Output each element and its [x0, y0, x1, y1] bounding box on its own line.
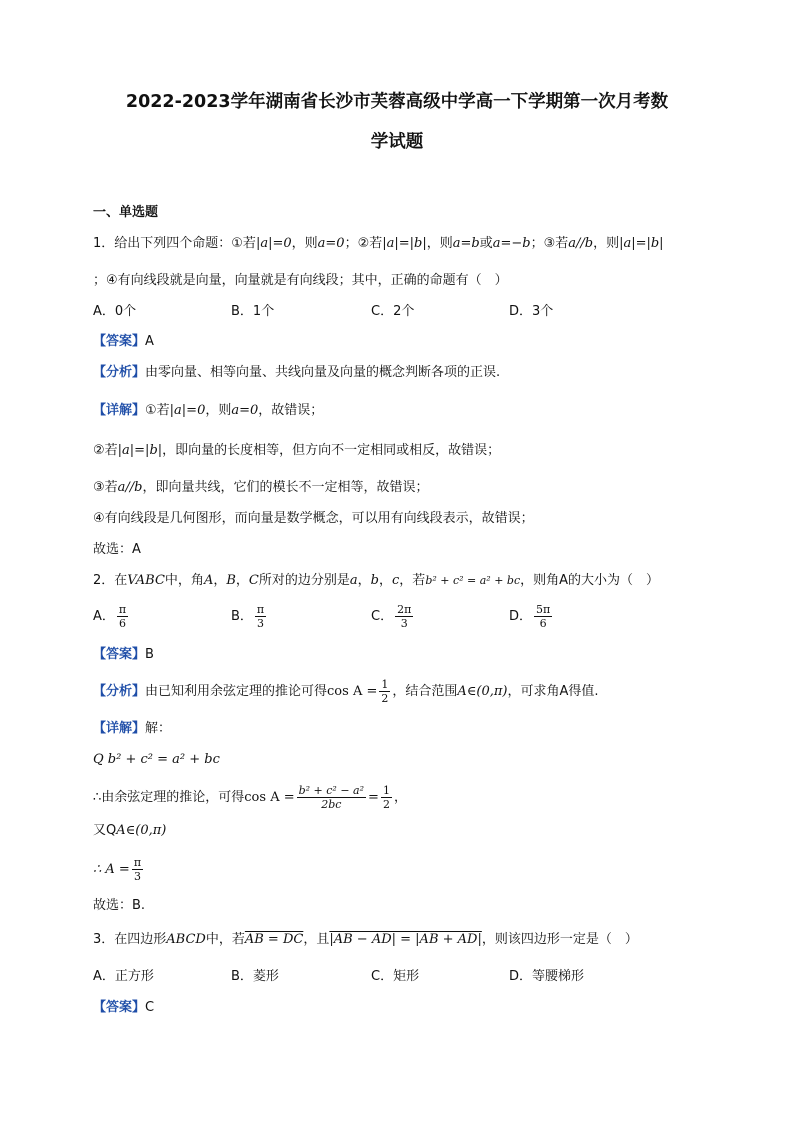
fraction-numerator: π [118, 603, 127, 616]
q1-detail-1 [93, 402, 323, 420]
detail-math: a=0 [231, 403, 259, 418]
q2-answer [93, 646, 154, 664]
option-label: C． [371, 609, 394, 624]
q2-step-1: Q b² + c² = a² + bc [93, 752, 220, 767]
q1-math: a=b [452, 236, 480, 251]
q1-text: 或 [479, 236, 493, 251]
q1-text: ，则 [426, 236, 453, 251]
answer-value: A [145, 334, 154, 349]
option-fraction [255, 603, 266, 630]
q2-choose: 故选：B. [93, 898, 146, 913]
fraction-denominator: 2bc [321, 798, 342, 811]
q2-math: b [370, 573, 379, 588]
q1-analysis [93, 364, 500, 382]
document-title-line2: 学试题 [370, 132, 424, 152]
analysis-fraction [379, 678, 390, 705]
fraction-numerator: 5π [536, 603, 551, 616]
analysis-tag: 【分析】 [93, 684, 146, 699]
q2-text: ，则角A的大小为（ ） [520, 573, 660, 588]
fraction-numerator: 1 [381, 678, 389, 691]
q1-option-b: B．1个 [231, 304, 275, 319]
q1-detail-4: ④有向线段是几何图形，而向量是数学概念，可以用有向线段表示，故错误； [93, 511, 534, 526]
q1-math: a//b [568, 236, 594, 251]
q2-text: ，若 [399, 573, 426, 588]
fraction-numerator: 1 [382, 784, 390, 797]
option-label: A． [93, 609, 115, 624]
q3-math: ABCD [166, 932, 206, 947]
q1-stem-line1 [93, 235, 664, 253]
q2-text: ， [357, 573, 371, 588]
q1-choose: 故选：A [93, 542, 141, 557]
q1-option-a: A．0个 [93, 304, 137, 319]
q1-text: ；②若 [344, 236, 383, 251]
q2-math: B [226, 573, 236, 588]
q1-detail-2 [93, 442, 500, 460]
q2-detail-heading [93, 720, 171, 738]
q2-math: A [203, 573, 214, 588]
q1-stem-line2: ；④有向线段就是向量，向量就是有向线段；其中，正确的命题有（ ） [93, 273, 508, 288]
q2-math: VABC [127, 573, 165, 588]
q2-step-3 [93, 822, 166, 840]
q2-stem [93, 572, 659, 590]
q2-step-2 [93, 784, 407, 811]
fraction-denominator: 2 [381, 692, 389, 705]
q3-text: 中，若 [205, 932, 245, 947]
detail-text: 解： [145, 721, 172, 736]
q1-text: ，则 [291, 236, 318, 251]
q3-option-a: A．正方形 [93, 969, 154, 984]
fraction-denominator: 3 [400, 617, 408, 630]
option-fraction [534, 603, 552, 630]
q2-option-c [371, 603, 415, 630]
detail-text: ③若 [93, 480, 118, 495]
fraction-numerator: π [256, 603, 265, 616]
q3-math: |AB − AD| = |AB + AD| [329, 932, 482, 947]
q1-math: |a|=|b| [619, 236, 664, 251]
analysis-math: cos A = [327, 684, 378, 699]
q1-option-c: C．2个 [371, 304, 415, 319]
q2-option-b [231, 603, 268, 630]
q1-detail-3 [93, 479, 429, 497]
q3-text: 3．在四边形 [93, 932, 167, 947]
document-title-line1: 2022-2023学年湖南省长沙市芙蓉高级中学高一下学期第一次月考数 [125, 92, 669, 112]
q2-text: ， [379, 573, 393, 588]
q2-math: C [248, 573, 259, 588]
section-heading: 一、单选题 [93, 205, 159, 220]
fraction-numerator: b² + c² − a² [298, 784, 365, 797]
option-fraction [117, 603, 128, 630]
q3-answer [93, 999, 154, 1017]
q3-option-c: C．矩形 [371, 969, 420, 984]
detail-text: ，即向量的长度相等，但方向不一定相同或相反，故错误； [162, 443, 501, 458]
detail-tag: 【详解】 [93, 403, 146, 418]
analysis-math: A∈(0,π) [457, 684, 508, 699]
q1-text: ，则 [593, 236, 620, 251]
detail-tag: 【详解】 [93, 721, 146, 736]
q1-text: ；③若 [530, 236, 569, 251]
answer-tag: 【答案】 [93, 647, 146, 662]
detail-math: |a|=|b| [117, 443, 163, 458]
q2-math: b² + c² = a² + bc [425, 574, 521, 587]
fraction-denominator: 6 [119, 617, 127, 630]
q1-math: |a|=0 [255, 236, 292, 251]
detail-text: ，则 [205, 403, 232, 418]
detail-text: ， [393, 790, 407, 805]
answer-value: C [145, 1000, 155, 1015]
detail-text: ①若 [145, 403, 170, 418]
detail-fraction [381, 784, 392, 811]
detail-fraction [297, 784, 366, 811]
analysis-tag: 【分析】 [93, 365, 146, 380]
q3-text: ，且 [303, 932, 330, 947]
detail-math: ∴ A = [93, 862, 130, 877]
q2-analysis [93, 678, 599, 705]
analysis-text: 由零向量、相等向量、共线向量及向量的概念判断各项的正误. [145, 365, 501, 380]
detail-math: |a|=0 [169, 403, 206, 418]
q1-math: |a|=|b| [382, 236, 427, 251]
q1-math: a=0 [317, 236, 345, 251]
option-label: B． [231, 609, 253, 624]
q2-text: ， [235, 573, 249, 588]
analysis-text: ，可求角A得值. [507, 684, 599, 699]
detail-math: A∈(0,π) [116, 823, 167, 838]
q2-option-d [509, 603, 554, 630]
q1-option-d: D．3个 [509, 304, 554, 319]
analysis-text: 由已知利用余弦定理的推论可得 [145, 684, 328, 699]
q2-text: 中，角 [164, 573, 204, 588]
option-label: D． [509, 609, 533, 624]
answer-tag: 【答案】 [93, 1000, 146, 1015]
answer-tag: 【答案】 [93, 334, 146, 349]
q2-math: a [349, 573, 358, 588]
q2-text: 所对的边分别是 [258, 573, 350, 588]
fraction-numerator: π [133, 856, 142, 869]
detail-text: ②若 [93, 443, 118, 458]
detail-text: ，即向量共线，它们的模长不一定相等，故错误； [142, 480, 429, 495]
answer-value: B [145, 647, 154, 662]
option-fraction [395, 603, 413, 630]
q3-math: AB = DC [244, 932, 304, 947]
q1-math: a=−b [492, 236, 531, 251]
analysis-text: ，结合范围 [392, 684, 458, 699]
detail-math: = [368, 790, 379, 805]
q2-math: c [392, 573, 400, 588]
q1-text: 1．给出下列四个命题：①若 [93, 236, 256, 251]
q2-text: ， [213, 573, 227, 588]
q2-step-4 [93, 856, 145, 883]
q3-text: ，则该四边形一定是（ ） [481, 932, 638, 947]
q2-option-a [93, 603, 130, 630]
fraction-denominator: 6 [539, 617, 547, 630]
detail-text: ∴由余弦定理的推论，可得 [93, 790, 245, 805]
fraction-denominator: 2 [382, 798, 390, 811]
fraction-denominator: 3 [257, 617, 265, 630]
q3-stem [93, 931, 638, 949]
detail-fraction [132, 856, 143, 883]
q3-option-b: B．菱形 [231, 969, 279, 984]
detail-math: cos A = [244, 790, 295, 805]
detail-text: 又Q [93, 823, 117, 838]
q3-option-d: D．等腰梯形 [509, 969, 585, 984]
fraction-numerator: 2π [397, 603, 412, 616]
detail-text: ，故错误； [258, 403, 324, 418]
q1-answer [93, 333, 154, 351]
q2-text: 2．在 [93, 573, 128, 588]
fraction-denominator: 3 [133, 870, 141, 883]
detail-math: a//b [117, 480, 143, 495]
